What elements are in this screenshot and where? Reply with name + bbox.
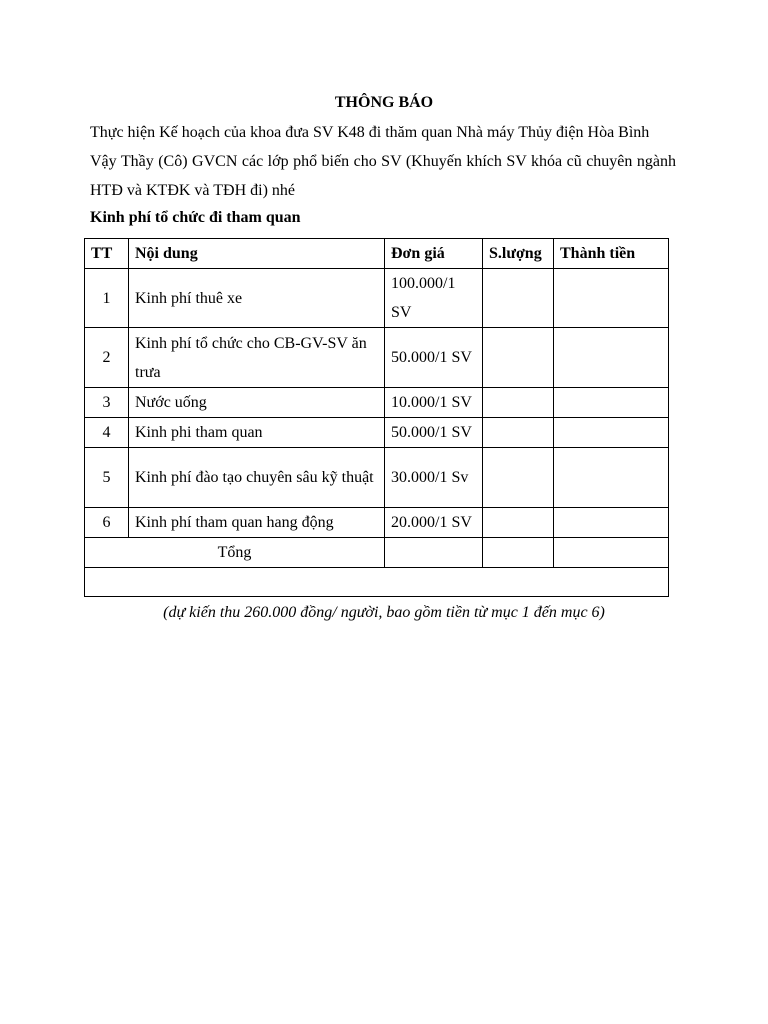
blank-row <box>85 568 669 597</box>
row-quantity <box>483 508 554 538</box>
row-unit-price: 100.000/1 SV <box>385 269 483 328</box>
notice-title: THÔNG BÁO <box>334 94 434 111</box>
row-tt: 6 <box>85 508 129 538</box>
row-quantity <box>483 418 554 448</box>
row-content: Kinh phí tham quan hang động <box>129 508 385 538</box>
intro-paragraph: Thực hiện Kế hoạch của khoa đưa SV K48 đi thăm quan Nhà máy Thủy điện Hòa Bình <box>90 124 650 141</box>
row-unit-price: 20.000/1 SV <box>385 508 483 538</box>
row-content: Kinh phí đào tạo chuyên sâu kỹ thuật <box>129 448 385 508</box>
row-amount <box>554 418 669 448</box>
row-amount <box>554 508 669 538</box>
header-amount: Thành tiền <box>554 239 669 269</box>
row-tt: 5 <box>85 448 129 508</box>
total-quantity-cell <box>483 538 554 568</box>
table-row <box>85 388 669 418</box>
row-tt: 1 <box>85 269 129 328</box>
total-label: Tổng <box>85 538 385 568</box>
table-row <box>85 269 669 328</box>
row-amount <box>554 388 669 418</box>
table-row <box>85 448 669 508</box>
header-tt: TT <box>85 239 129 269</box>
row-tt: 4 <box>85 418 129 448</box>
row-quantity <box>483 269 554 328</box>
row-unit-price: 30.000/1 Sv <box>385 448 483 508</box>
table-row <box>85 328 669 388</box>
row-unit-price: 50.000/1 SV <box>385 418 483 448</box>
row-amount <box>554 328 669 388</box>
row-content: Kinh phi tham quan <box>129 418 385 448</box>
blank-cell <box>85 568 669 597</box>
table-row <box>85 508 669 538</box>
table-row <box>85 418 669 448</box>
row-tt: 2 <box>85 328 129 388</box>
section-heading: Kinh phí tổ chức đi tham quan <box>90 209 301 226</box>
fee-table <box>84 238 669 597</box>
total-unit-price-cell <box>385 538 483 568</box>
row-unit-price: 10.000/1 SV <box>385 388 483 418</box>
row-content: Kinh phí thuê xe <box>129 269 385 328</box>
row-quantity <box>483 328 554 388</box>
row-tt: 3 <box>85 388 129 418</box>
row-quantity <box>483 448 554 508</box>
table-header-row <box>85 239 669 269</box>
row-amount <box>554 269 669 328</box>
header-content: Nội dung <box>129 239 385 269</box>
row-content: Nước uống <box>129 388 385 418</box>
total-amount-cell <box>554 538 669 568</box>
total-row <box>85 538 669 568</box>
instruction-paragraph: Vậy Thầy (Cô) GVCN các lớp phổ biến cho SV (Khuyến khích SV khóa cũ chuyên ngành HTĐ và KTĐK và TĐH đi) nhé <box>90 153 676 199</box>
footnote: (dự kiến thu 260.000 đồng/ người, bao gồm tiền từ mục 1 đến mục 6) <box>163 604 605 621</box>
row-unit-price: 50.000/1 SV <box>385 328 483 388</box>
row-amount <box>554 448 669 508</box>
row-content: Kinh phí tổ chức cho CB-GV-SV ăn trưa <box>129 328 385 388</box>
header-unit-price: Đơn giá <box>385 239 483 269</box>
header-quantity: S.lượng <box>483 239 554 269</box>
row-quantity <box>483 388 554 418</box>
